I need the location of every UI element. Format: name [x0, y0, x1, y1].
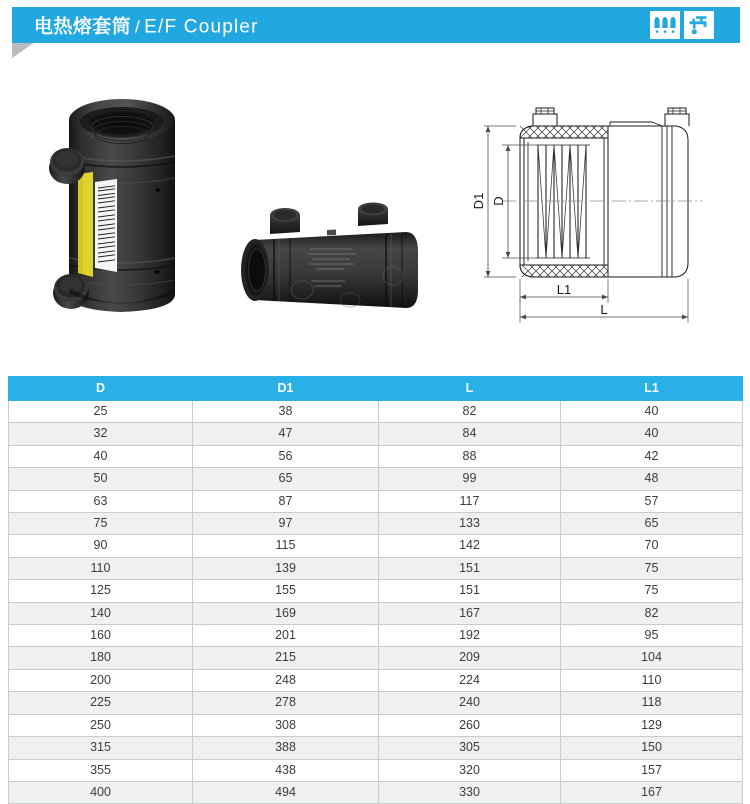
table-row: [9, 557, 743, 579]
cell-l: 117: [379, 490, 561, 512]
cell-l: 84: [379, 423, 561, 445]
cell-d: 90: [9, 535, 193, 557]
dimension-label-d: D: [491, 196, 506, 206]
cell-d: 125: [9, 580, 193, 602]
table-row: [9, 602, 743, 624]
column-header-l1: L1: [561, 377, 743, 401]
page-title: [34, 12, 259, 39]
cell-d: 32: [9, 423, 193, 445]
dimension-label-l: L: [600, 302, 608, 317]
cell-d: 25: [9, 401, 193, 423]
cell-d1: 155: [193, 580, 379, 602]
ef-coupler-cross-section: [440, 95, 730, 335]
cell-l1: 75: [561, 580, 743, 602]
table-row: [9, 468, 743, 490]
table-row: [9, 647, 743, 669]
dimension-label-l1: L1: [556, 282, 572, 297]
cell-d1: 215: [193, 647, 379, 669]
cell-l: 305: [379, 737, 561, 759]
cell-d: 315: [9, 737, 193, 759]
cell-d1: 201: [193, 625, 379, 647]
table-row: [9, 737, 743, 759]
cell-l1: 118: [561, 692, 743, 714]
cell-l1: 167: [561, 781, 743, 803]
cell-d: 180: [9, 647, 193, 669]
cell-d1: 87: [193, 490, 379, 512]
table-row: [9, 759, 743, 781]
column-header-d1: D1: [193, 377, 379, 401]
cell-l1: 104: [561, 647, 743, 669]
cell-d1: 278: [193, 692, 379, 714]
cell-d: 250: [9, 714, 193, 736]
page-header: [0, 0, 750, 62]
cell-d1: 97: [193, 513, 379, 535]
table-row: [9, 535, 743, 557]
column-header-d: D: [9, 377, 193, 401]
cell-l: 167: [379, 602, 561, 624]
cell-d: 200: [9, 669, 193, 691]
cell-d1: 56: [193, 445, 379, 467]
cell-l1: 40: [561, 401, 743, 423]
cell-l: 240: [379, 692, 561, 714]
cell-d1: 139: [193, 557, 379, 579]
cell-l1: 42: [561, 445, 743, 467]
cell-d1: 308: [193, 714, 379, 736]
cell-l1: 65: [561, 513, 743, 535]
cell-l: 142: [379, 535, 561, 557]
gas-pipes-icon: [650, 11, 680, 39]
column-header-l: L: [379, 377, 561, 401]
cell-d: 110: [9, 557, 193, 579]
table-row: [9, 781, 743, 803]
cell-l1: 150: [561, 737, 743, 759]
cell-d: 225: [9, 692, 193, 714]
coupler-photo-horizontal: [238, 204, 428, 324]
table-row: [9, 692, 743, 714]
table-row: [9, 401, 743, 423]
cell-l1: 75: [561, 557, 743, 579]
specification-table: [8, 376, 743, 804]
table-row: [9, 669, 743, 691]
table-row: [9, 423, 743, 445]
cell-l1: 82: [561, 602, 743, 624]
cell-l1: 157: [561, 759, 743, 781]
cell-d: 63: [9, 490, 193, 512]
cell-d: 355: [9, 759, 193, 781]
cell-d1: 248: [193, 669, 379, 691]
cell-d: 400: [9, 781, 193, 803]
cell-l: 260: [379, 714, 561, 736]
table-row: [9, 580, 743, 602]
cell-l: 151: [379, 557, 561, 579]
cell-d: 40: [9, 445, 193, 467]
table-body: [9, 401, 743, 804]
cell-d: 75: [9, 513, 193, 535]
cell-l1: 95: [561, 625, 743, 647]
cell-l: 224: [379, 669, 561, 691]
cell-l: 151: [379, 580, 561, 602]
title-separator: /: [135, 17, 141, 37]
coupler-photo-vertical: [47, 82, 199, 327]
cell-d1: 494: [193, 781, 379, 803]
table-row: [9, 513, 743, 535]
cell-l: 99: [379, 468, 561, 490]
cell-d: 140: [9, 602, 193, 624]
page-title-english: E/F Coupler: [144, 16, 259, 38]
cell-d: 50: [9, 468, 193, 490]
cell-l: 192: [379, 625, 561, 647]
cell-l: 209: [379, 647, 561, 669]
table-row: [9, 490, 743, 512]
cell-d1: 388: [193, 737, 379, 759]
cell-d1: 65: [193, 468, 379, 490]
table-header-row: [9, 377, 743, 401]
cell-l: 88: [379, 445, 561, 467]
cell-d: 160: [9, 625, 193, 647]
cell-d1: 169: [193, 602, 379, 624]
cell-d1: 38: [193, 401, 379, 423]
table-row: [9, 625, 743, 647]
cell-l: 320: [379, 759, 561, 781]
cell-l1: 110: [561, 669, 743, 691]
header-icon-group: [650, 11, 714, 39]
cell-d1: 47: [193, 423, 379, 445]
table-row: [9, 445, 743, 467]
water-tap-icon: [684, 11, 714, 39]
cell-l1: 129: [561, 714, 743, 736]
cell-d1: 115: [193, 535, 379, 557]
page-title-chinese: 电热熔套筒: [34, 16, 132, 38]
cell-l1: 57: [561, 490, 743, 512]
cell-d1: 438: [193, 759, 379, 781]
cell-l1: 48: [561, 468, 743, 490]
cell-l1: 70: [561, 535, 743, 557]
cell-l1: 40: [561, 423, 743, 445]
cell-l: 330: [379, 781, 561, 803]
cell-l: 82: [379, 401, 561, 423]
dimension-label-d1: D1: [471, 192, 486, 210]
cell-l: 133: [379, 513, 561, 535]
table-row: [9, 714, 743, 736]
header-bar: [12, 7, 740, 43]
